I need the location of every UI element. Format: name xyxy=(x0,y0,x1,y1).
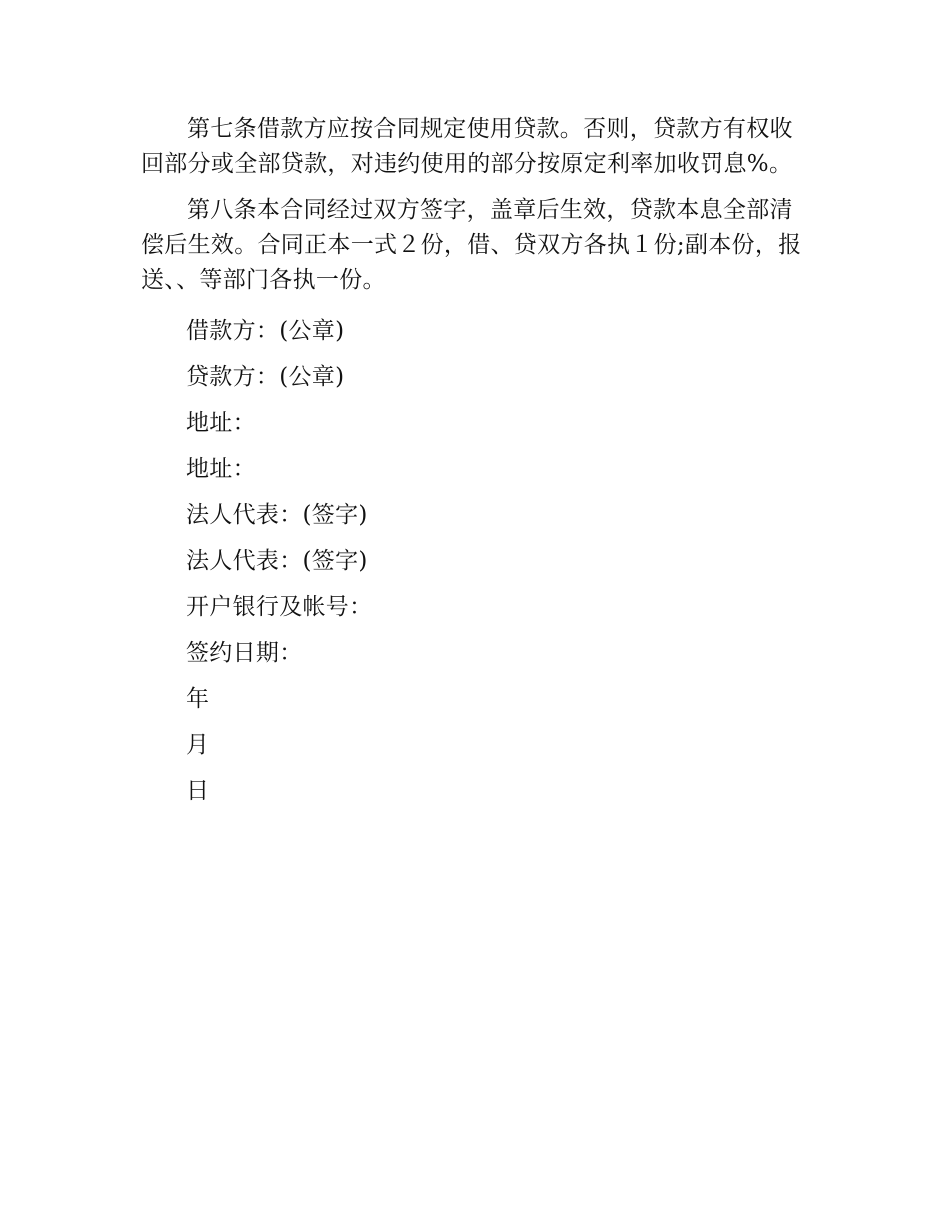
date-day-label: 日 xyxy=(186,778,210,804)
signature-block xyxy=(141,308,811,814)
document-body xyxy=(141,112,811,814)
lender-seal-field: 贷款方：(公章) xyxy=(186,364,345,390)
article-7-paragraph: 第七条借款方应按合同规定使用贷款。否则，贷款方有权收回部分或全部贷款，对违约使用的部分按原定利率加收罚息%。 xyxy=(141,116,793,177)
signing-date-field: 签约日期： xyxy=(186,640,303,666)
bank-account-field: 开户银行及帐号： xyxy=(186,594,373,620)
borrower-legal-rep-field: 法人代表：(签字) xyxy=(186,502,368,528)
date-year-label: 年 xyxy=(186,686,210,712)
lender-legal-rep-field: 法人代表：(签字) xyxy=(186,548,368,574)
borrower-seal-field: 借款方：(公章) xyxy=(186,318,345,344)
date-month-label: 月 xyxy=(186,732,210,758)
article-8-paragraph: 第八条本合同经过双方签字，盖章后生效，贷款本息全部清偿后生效。合同正本一式２份，借、贷双方各执１份;副本份，报送、、等部门各执一份。 xyxy=(141,197,802,293)
borrower-address-field: 地址： xyxy=(186,410,256,436)
lender-address-field: 地址： xyxy=(186,456,256,482)
